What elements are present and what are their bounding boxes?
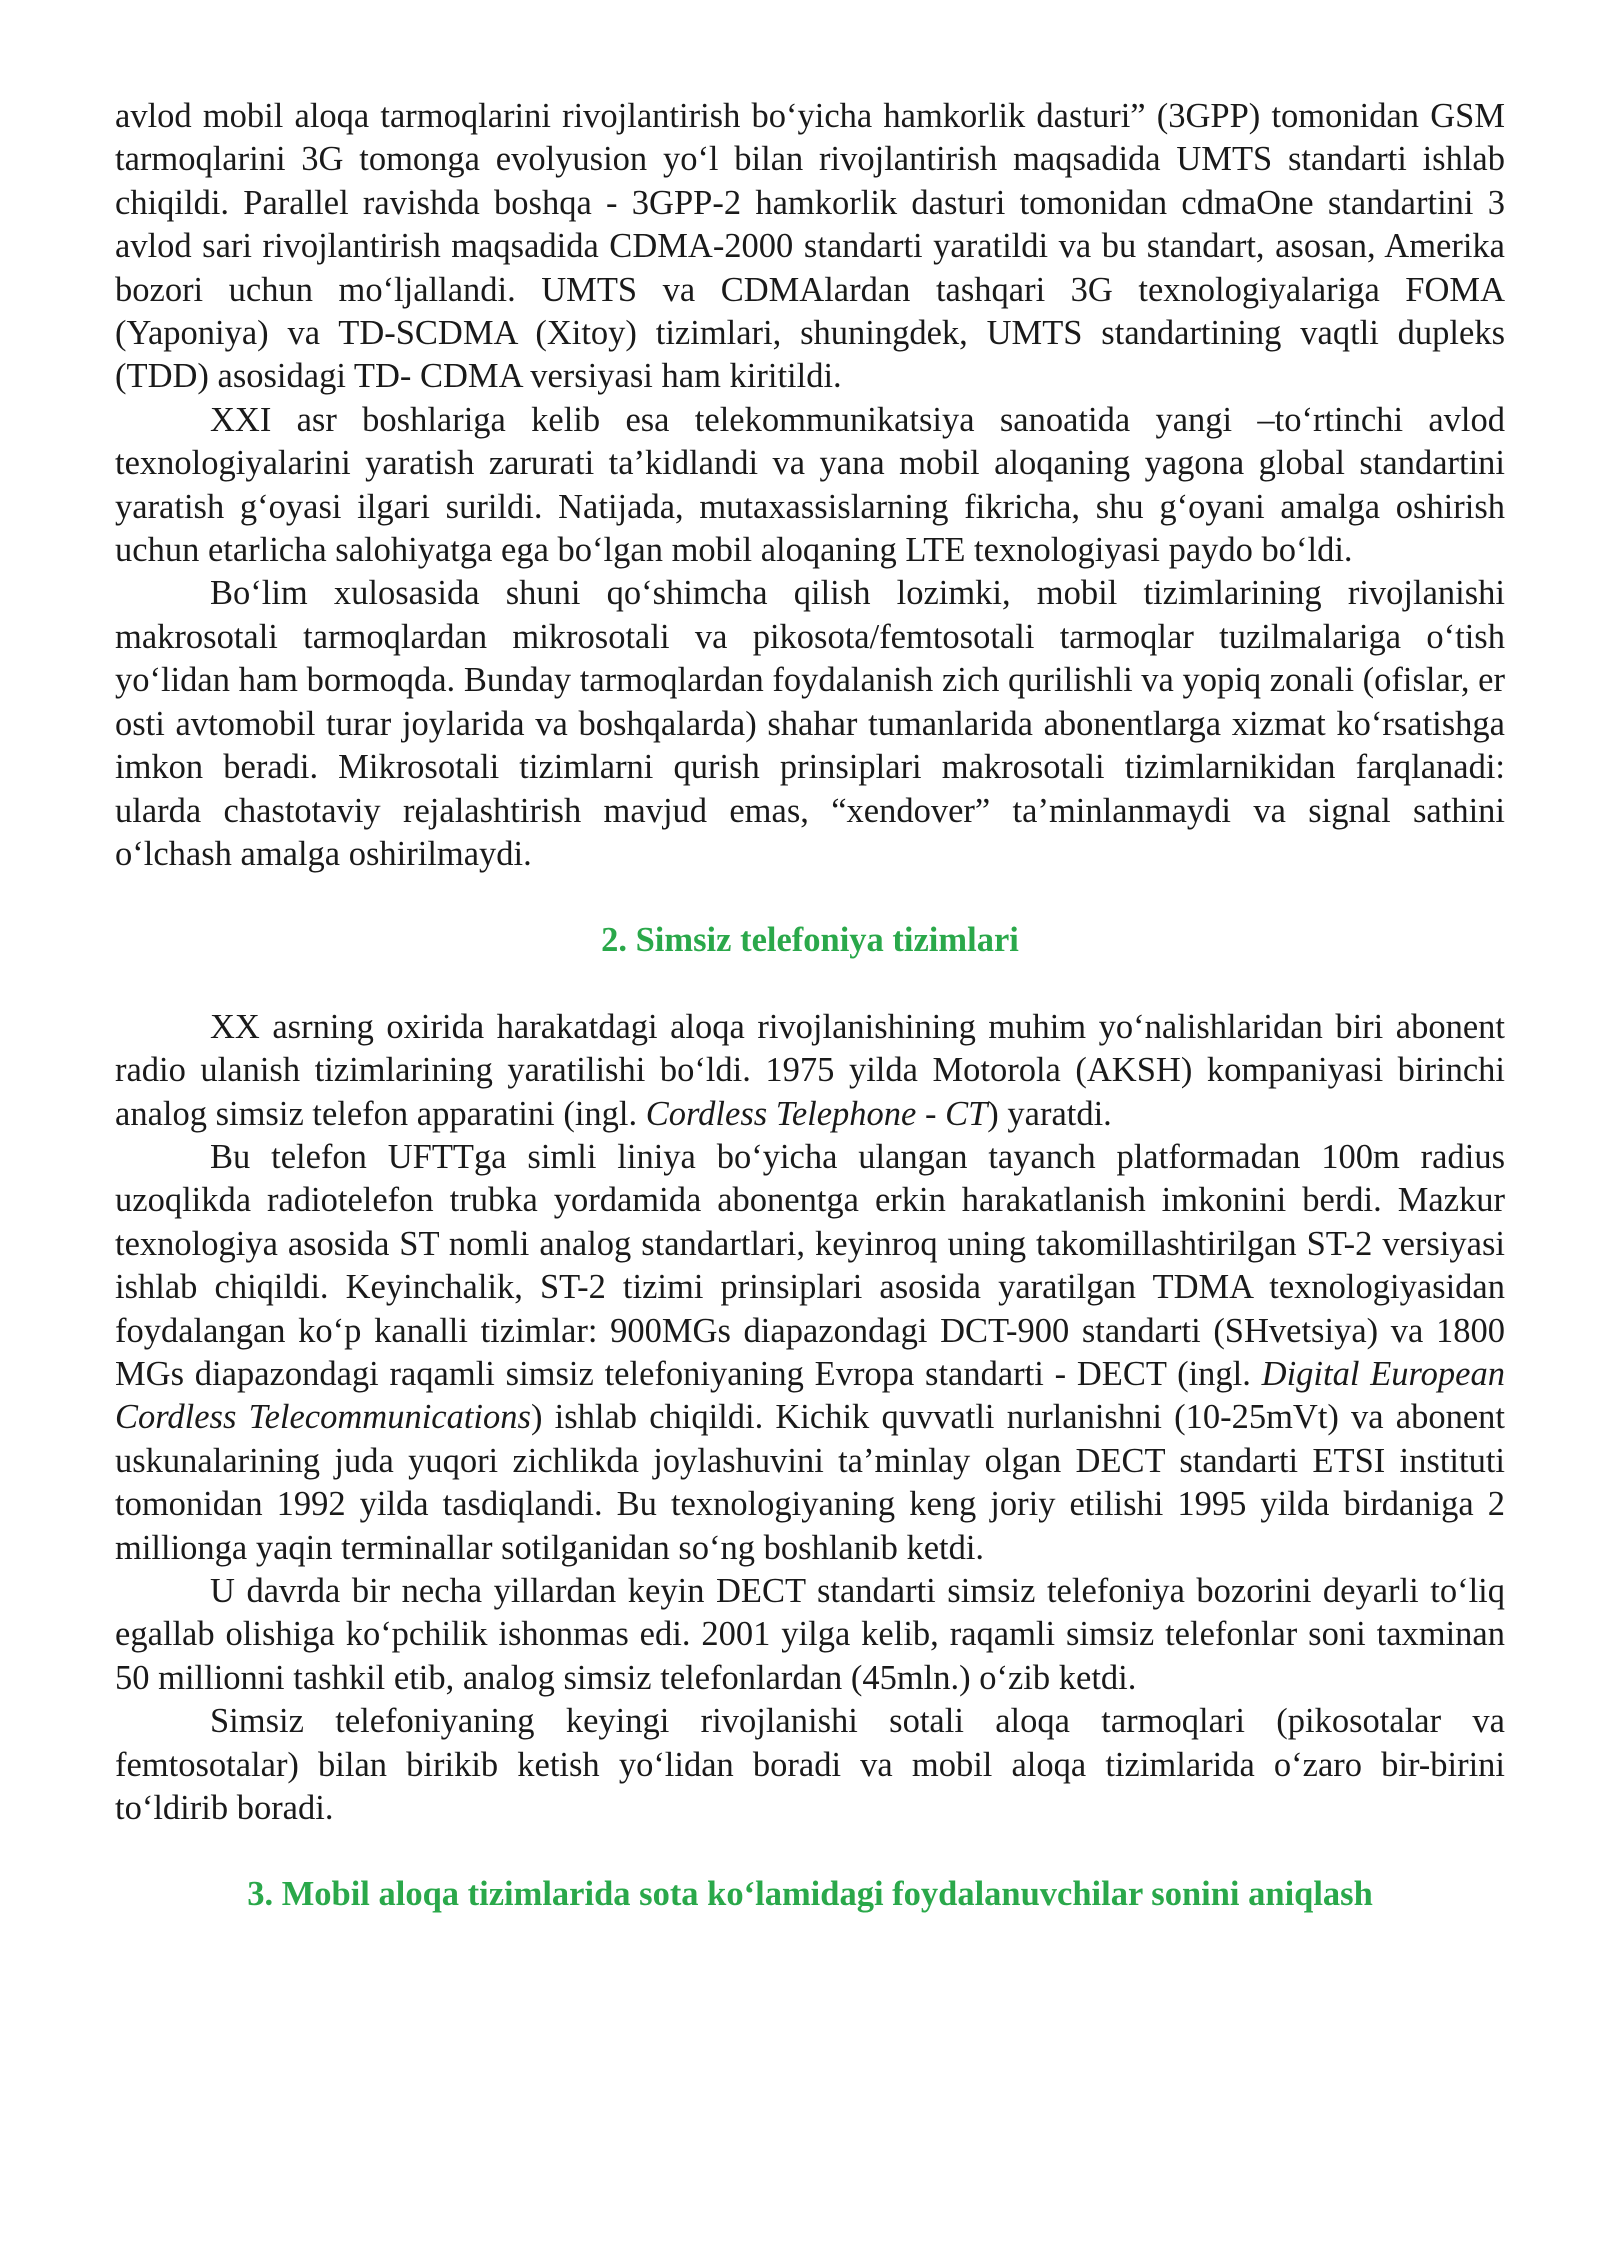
paragraph-text: ) yaratdi. [987,1094,1112,1133]
italic-term: Cordless Telephone - CT [645,1094,988,1133]
section-2-heading: 2. Simsiz telefoniya tizimlari [601,921,1019,960]
paragraph-text: Bu telefon UFTTga simli liniya bo‘yicha ulangan tayanch platformadan 100m radius uzoqlikda radiotelefon trubka yordamida abonentga erkin harakatlanish imkonini berdi. Mazkur texnologiya asosida ST nomli analog standartlari, keyinroq uning takomillashtirilgan ST-2 versiyasi ishlab chiqildi. Keyinchalik, ST-2 tizimi prinsiplari asosida yaratilgan TDMA texnologiyasidan foydalangan ko‘p kanalli tizimlar: 900MGs diapazondagi DCT-900 standarti (SHvetsiya) va 1800 MGs diapazondagi raqamli simsiz telefoniyaning Evropa standarti - DECT (ingl. [115,1137,1505,1393]
paragraph-microcells: Bo‘lim xulosasida shuni qo‘shimcha qilish lozimki, mobil tizimlarining rivojlanishi makrosotali tarmoqlardan mikrosotali va pikosota/femtosotali tarmoqlar tuzilmalariga o‘tish yo‘lidan ham bormoqda. Bunday tarmoqlardan foydalanish zich qurilishli va yopiq zonali (ofislar, er osti avtomobil turar joylarida va boshqalarda) shahar tumanlarida abonentlarga xizmat ko‘rsatishga imkon beradi. Mikrosotali tizimlarni qurish prinsiplari makrosotali tizimlarnikidan farqlanadi: ularda chastotaviy rejalashtirish mavjud emas, “xendover” ta’minlanmaydi va signal sathini o‘lchash amalga oshirilmaydi. [115,574,1505,873]
italic-term: Digital European Cordless Telecommunications [115,1354,1505,1437]
paragraph-future: Simsiz telefoniyaning keyingi rivojlanishi sotali aloqa tarmoqlari (pikosotalar va femtosotalar) bilan birikib ketish yo‘lidan boradi va mobil aloqa tizimlarida o‘zaro bir-birini to‘ldirib boradi. [115,1702,1505,1828]
paragraph-text: ) ishlab chiqildi. Kichik quvvatli nurlanishni (10-25mVt) va abonent uskunalarining juda yuqori zichlikda joylashuvini ta’minlay olgan DECT standarti ETSI instituti tomonidan 1992 yilda tasdiqlandi. Bu texnologiyaning keng joriy etilishi 1995 yilda birdaniga 2 millionga yaqin terminallar sotilganidan so‘ng boshlanib ketdi. [115,1398,1506,1567]
paragraph-lte: XXI asr boshlariga kelib esa telekommunikatsiya sanoatida yangi –to‘rtinchi avlod texnologiyalarini yaratish zarurati ta’kidlandi va yana mobil aloqaning yagona global standartini yaratish g‘oyasi ilgari surildi. Natijada, mutaxassislarning fikricha, shu g‘oyani amalga oshirish uchun etarlicha salohiyatga ega bo‘lgan mobil aloqaning LTE texnologiyasi paydo bo‘ldi. [115,400,1505,570]
section-3-heading: 3. Mobil aloqa tizimlarida sota ko‘lamidagi foydalanuvchilar sonini aniqlash [247,1875,1373,1914]
paragraph-dect [115,1136,1505,1570]
paragraph-cordless-history [115,1006,1505,1136]
paragraph-dect-market: U davrda bir necha yillardan keyin DECT standarti simsiz telefoniya bozorini deyarli to‘liq egallab olishiga ko‘pchilik ishonmas edi. 2001 yilga kelib, raqamli simsiz telefonlar soni taxminan 50 millionni tashkil etib, analog simsiz telefonlardan (45mln.) o‘zib ketdi. [115,1572,1505,1697]
paragraph-text: XX asrning oxirida harakatdagi aloqa rivojlanishining muhim yo‘nalishlaridan biri abonent radio ulanish tizimlarining yaratilishi bo‘ldi. 1975 yilda Motorola (AKSH) kompaniyasi birinchi analog simsiz telefon apparatini (ingl. [115,1007,1505,1133]
paragraph-3gpp: avlod mobil aloqa tarmoqlarini rivojlantirish bo‘yicha hamkorlik dasturi” (3GPP) tomonidan GSM tarmoqlarini 3G tomonga evolyusion yo‘l bilan rivojlantirish maqsadida UMTS standarti ishlab chiqildi. Parallel ravishda boshqa - 3GPP-2 hamkorlik dasturi tomonidan cdmaOne standartini 3 avlod sari rivojlantirish maqsadida CDMA-2000 standarti yaratildi va bu standart, asosan, Amerika bozori uchun mo‘ljallandi. UMTS va CDMAlardan tashqari 3G texnologiyalariga FOMA (Yaponiya) va TD-SCDMA (Xitoy) tizimlari, shuningdek, UMTS standartining vaqtli dupleks (TDD) asosidagi TD- CDMA versiyasi ham kiritildi. [115,97,1505,396]
document-page [115,95,1505,1917]
